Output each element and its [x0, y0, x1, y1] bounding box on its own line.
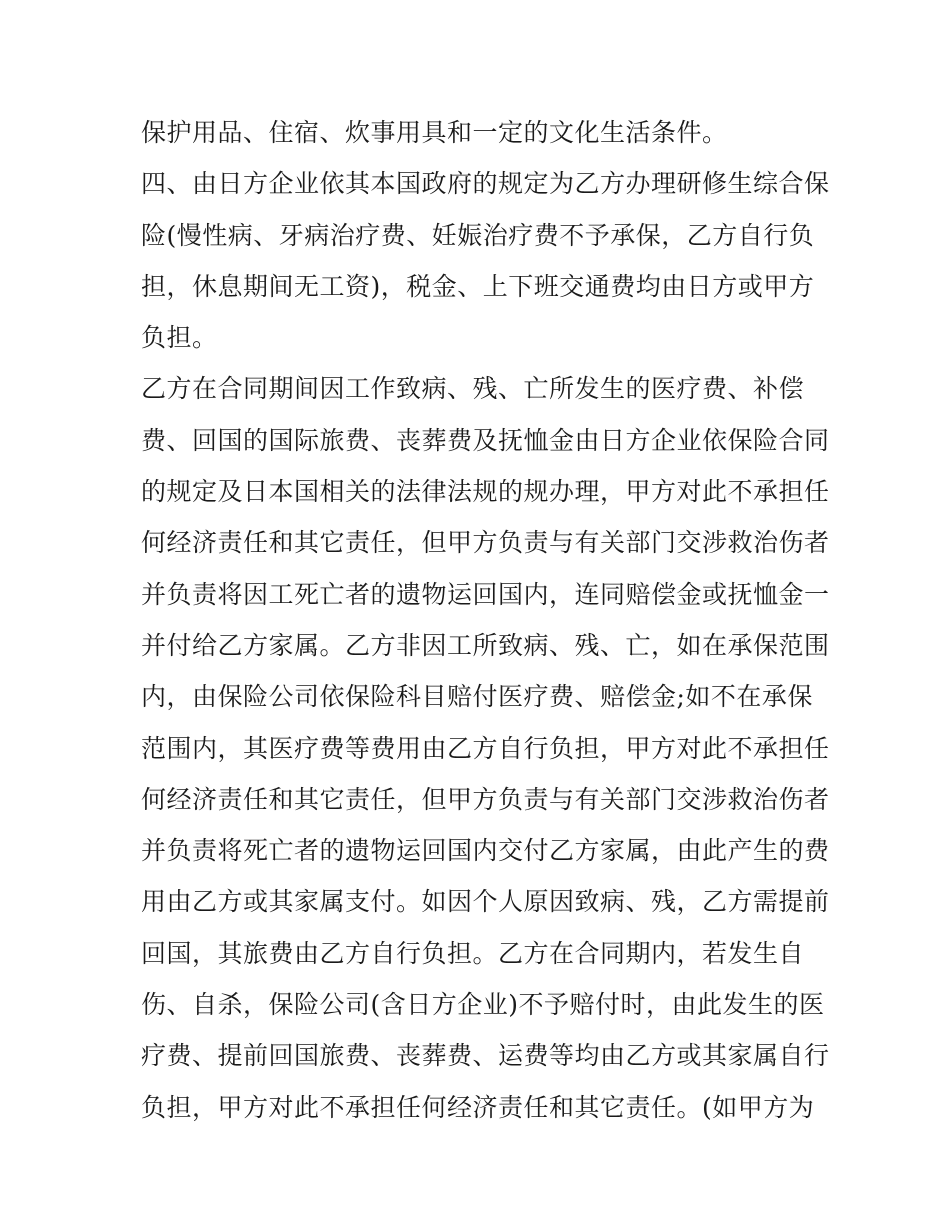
text-line: 负担。: [141, 323, 218, 353]
text-line: 担，休息期间无工资)，税金、上下班交通费均由日方或甲方: [141, 271, 815, 301]
text-line: 四、由日方企业依其本国政府的规定为乙方办理研修生综合保: [141, 169, 830, 199]
document-body: [141, 107, 830, 1133]
text-line: 内，由保险公司依保险科目赔付医疗费、赔偿金;如不在承保: [141, 682, 813, 712]
text-line: 何经济责任和其它责任，但甲方负责与有关部门交涉救治伤者: [141, 528, 830, 558]
text-line: 用由乙方或其家属支付。如因个人原因致病、残，乙方需提前: [141, 887, 830, 917]
text-line: 保护用品、住宿、炊事用具和一定的文化生活条件。: [141, 118, 728, 147]
text-line: 并负责将因工死亡者的遗物运回国内，连同赔偿金或抚恤金一: [141, 579, 830, 609]
text-line: 并负责将死亡者的遗物运回国内交付乙方家属，由此产生的费: [141, 836, 830, 866]
text-line: 乙方在合同期间因工作致病、残、亡所发生的医疗费、补偿: [141, 374, 805, 404]
text-line: 负担，甲方对此不承担任何经济责任和其它责任。(如甲方为: [141, 1092, 815, 1122]
text-line: 险(慢性病、牙病治疗费、妊娠治疗费不予承保，乙方自行负: [141, 220, 815, 250]
text-line: 何经济责任和其它责任，但甲方负责与有关部门交涉救治伤者: [141, 784, 830, 814]
text-line: 范围内，其医疗费等费用由乙方自行负担，甲方对此不承担任: [141, 733, 830, 763]
text-line: 疗费、提前回国旅费、丧葬费、运费等均由乙方或其家属自行: [141, 1041, 830, 1071]
text-line: 的规定及日本国相关的法律法规的规办理，甲方对此不承担任: [141, 477, 830, 507]
text-line: 伤、自杀，保险公司(含日方企业)不予赔付时，由此发生的医: [141, 990, 825, 1020]
text-line: 并付给乙方家属。乙方非因工所致病、残、亡，如在承保范围: [141, 630, 830, 660]
text-line: 费、回国的国际旅费、丧葬费及抚恤金由日方企业依保险合同: [141, 425, 830, 455]
text-line: 回国，其旅费由乙方自行负担。乙方在合同期内，若发生自: [141, 938, 805, 968]
